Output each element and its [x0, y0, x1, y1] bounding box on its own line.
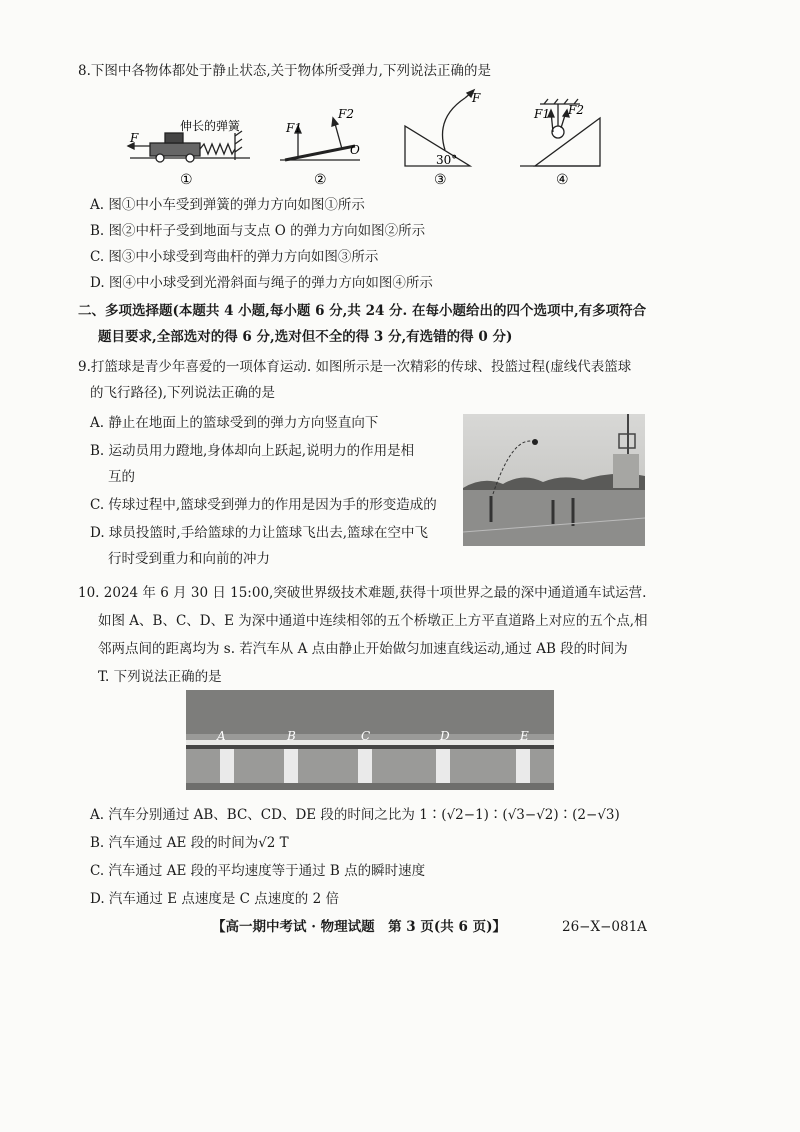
bridge-label-e: E: [520, 729, 529, 743]
bridge-photo: [186, 690, 554, 790]
caption-2: ②: [314, 172, 327, 188]
bridge-label-d: D: [440, 729, 450, 743]
label-F2-4: F2: [568, 103, 584, 117]
spring-label: 伸长的弹簧: [180, 119, 241, 133]
q8-stem: 8.下图中各物体都处于静止状态,关于物体所受弹力,下列说法正确的是: [78, 63, 491, 79]
q10-option-b: B. 汽车通过 AE 段的时间为√2 T: [90, 835, 289, 851]
q8-option-b: B. 图②中杆子受到地面与支点 O 的弹力方向如图②所示: [90, 223, 426, 239]
q10-stem-4: T. 下列说法正确的是: [98, 669, 222, 685]
bridge-label-a: A: [217, 729, 226, 743]
caption-1: ①: [180, 172, 193, 188]
basketball-icon: [532, 439, 538, 445]
q10-stem-3: 邻两点间的距离均为 s. 若汽车从 A 点由静止开始做匀加速直线运动,通过 AB 段的时间为: [98, 641, 628, 657]
q10-option-c: C. 汽车通过 AE 段的平均速度等于通过 B 点的瞬时速度: [90, 863, 426, 879]
bridge-label-b: B: [287, 729, 296, 743]
cart: [150, 143, 200, 156]
footer-title: 【高一期中考试 · 物理试题 第 3 页(共 6 页)】: [212, 919, 506, 935]
label-F2-2: F2: [338, 107, 354, 121]
q9-option-d-1: D. 球员投篮时,手给篮球的力让篮球飞出去,篮球在空中飞: [90, 525, 429, 541]
footer-code: 26−X−081A: [562, 919, 647, 935]
q10-option-d: D. 汽车通过 E 点速度是 C 点速度的 2 倍: [90, 891, 339, 907]
caption-4: ④: [556, 172, 569, 188]
q9-stem-2: 的飞行路径),下列说法正确的是: [90, 385, 276, 401]
q10-option-a: A. 汽车分别通过 AB、BC、CD、DE 段的时间之比为 1∶(√2−1)∶(√3−√2)∶(2−√3): [90, 807, 620, 823]
q9-option-d-2: 行时受到重力和向前的冲力: [108, 551, 270, 567]
q8-figure: [120, 88, 640, 188]
label-F1-2: F1: [286, 121, 302, 135]
section2-heading-2: 题目要求,全部选对的得 6 分,选对但不全的得 3 分,有选错的得 0 分): [98, 329, 513, 345]
basketball-photo: [463, 414, 645, 546]
q10-stem-1: 10. 2024 年 6 月 30 日 15:00,突破世界级技术难题,获得十项世界之最的深中通道通车试运营.: [78, 585, 647, 601]
label-angle: 30°: [436, 153, 458, 167]
q9-option-a: A. 静止在地面上的篮球受到的弹力方向竖直向下: [90, 415, 379, 431]
label-O: O: [350, 143, 360, 157]
q9-stem-1: 9.打篮球是青少年喜爱的一项体育运动. 如图所示是一次精彩的传球、投篮过程(虚线代表篮球: [78, 359, 632, 375]
q8-option-d: D. 图④中小球受到光滑斜面与绳子的弹力方向如图④所示: [90, 275, 433, 291]
label-F1-4: F1: [534, 107, 550, 121]
q9-option-c: C. 传球过程中,篮球受到弹力的作用是因为手的形变造成的: [90, 497, 437, 513]
label-F-1: F: [130, 131, 139, 145]
q9-option-b-2: 互的: [108, 469, 135, 485]
section2-heading-1: 二、多项选择题(本题共 4 小题,每小题 6 分,共 24 分. 在每小题给出的四个选项中,有多项符合: [78, 303, 647, 319]
q8-option-a: A. 图①中小车受到弹簧的弹力方向如图①所示: [90, 197, 365, 213]
ball: [552, 126, 564, 138]
q10-stem-2: 如图 A、B、C、D、E 为深中通道中连续相邻的五个桥墩正上方平直道路上对应的五个点,相: [98, 613, 648, 629]
q8-option-c: C. 图③中小球受到弯曲杆的弹力方向如图③所示: [90, 249, 379, 265]
label-F-3: F: [472, 91, 481, 105]
spring: [200, 144, 235, 154]
bridge-label-c: C: [361, 729, 371, 743]
q9-option-b-1: B. 运动员用力蹬地,身体却向上跃起,说明力的作用是相: [90, 443, 415, 459]
caption-3: ③: [434, 172, 447, 188]
